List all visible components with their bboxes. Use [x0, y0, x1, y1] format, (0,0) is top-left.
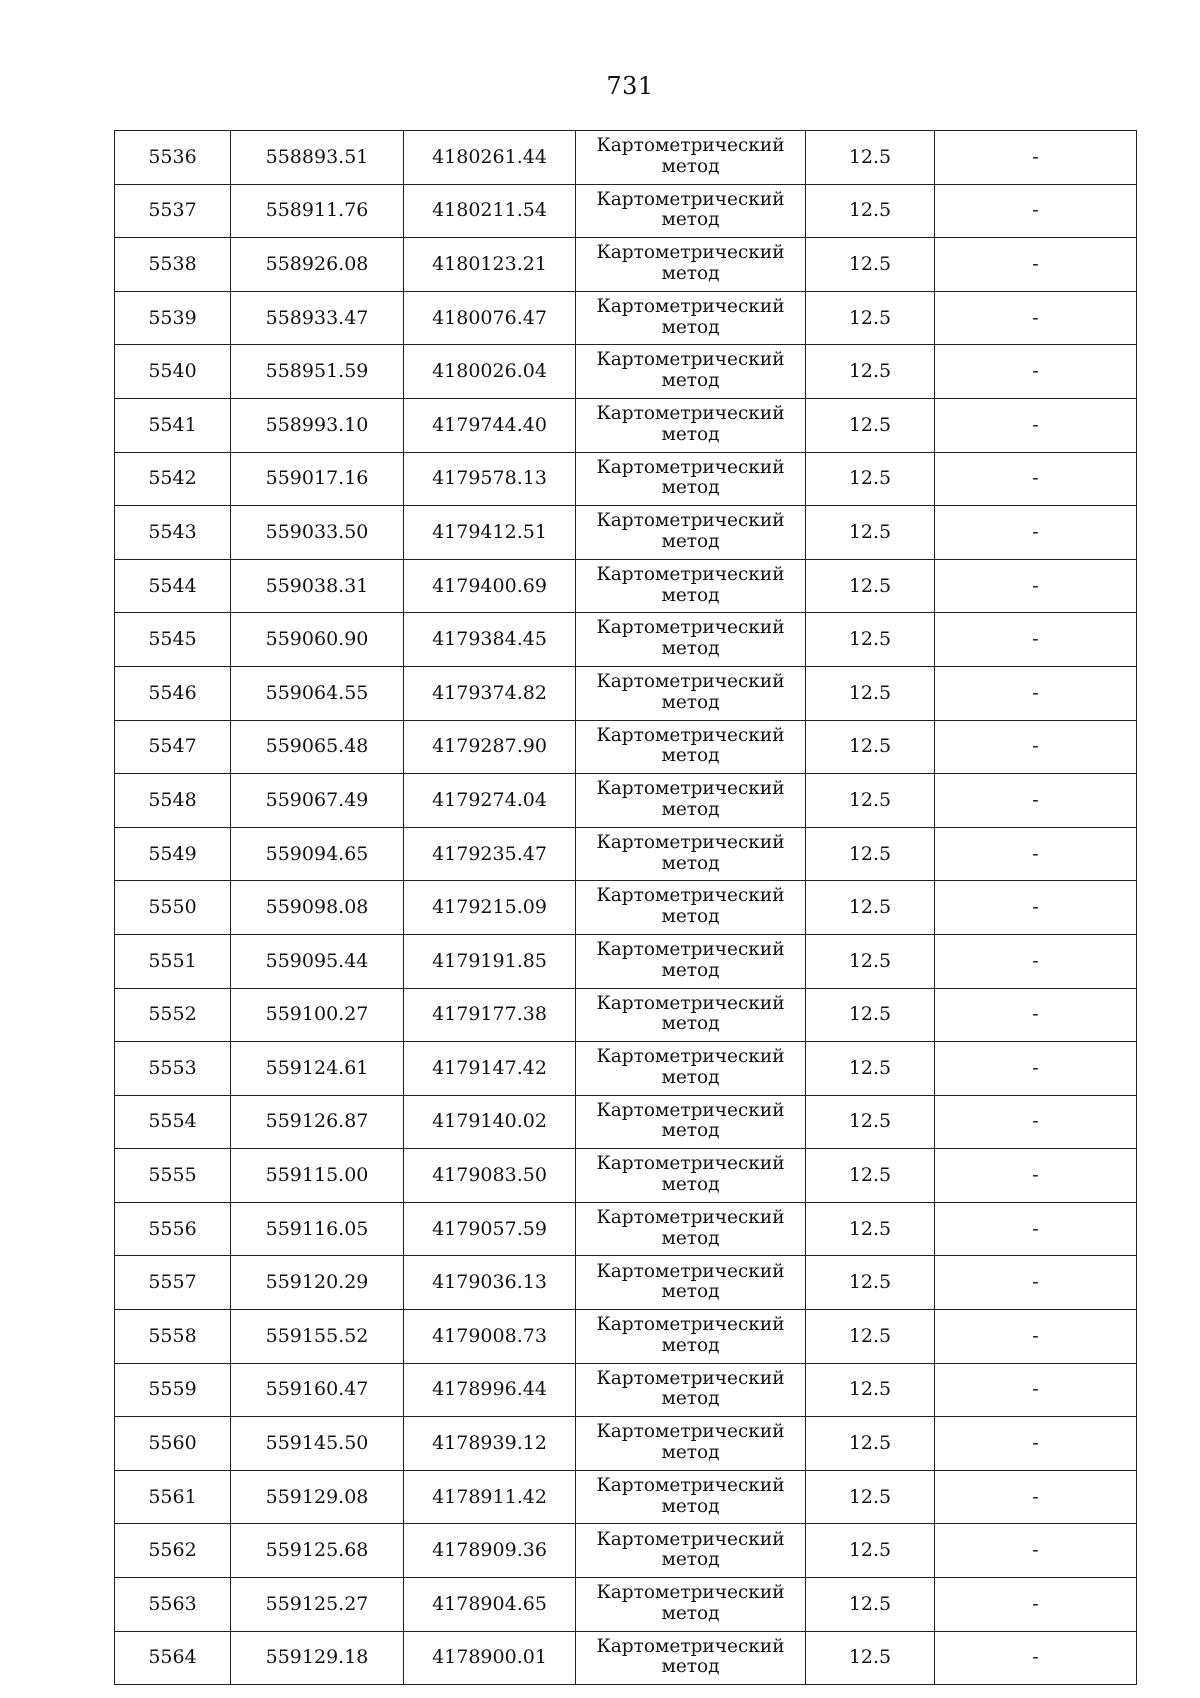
- x-coordinate-cell: 558951.59: [231, 345, 404, 399]
- accuracy-cell: 12.5: [806, 1470, 935, 1524]
- method-line-1: Картометрический: [596, 1046, 785, 1068]
- table-row: [115, 1310, 1137, 1364]
- point-number-cell: 5541: [115, 398, 231, 452]
- method-line-2: метод: [661, 1495, 720, 1517]
- point-number-cell: 5562: [115, 1524, 231, 1578]
- note-cell: -: [935, 345, 1137, 399]
- accuracy-cell: 12.5: [806, 988, 935, 1042]
- y-coordinate-cell: 4179057.59: [404, 1202, 576, 1256]
- y-coordinate-cell: 4179374.82: [404, 666, 576, 720]
- x-coordinate-cell: 559125.68: [231, 1524, 404, 1578]
- accuracy-cell: 12.5: [806, 613, 935, 667]
- point-number-cell: 5542: [115, 452, 231, 506]
- method-line-1: Картометрический: [596, 1528, 785, 1550]
- method-line-2: метод: [661, 316, 720, 338]
- method-cell: [576, 184, 806, 238]
- x-coordinate-cell: 558911.76: [231, 184, 404, 238]
- x-coordinate-cell: 559125.27: [231, 1578, 404, 1632]
- point-number-cell: 5557: [115, 1256, 231, 1310]
- y-coordinate-cell: 4179140.02: [404, 1095, 576, 1149]
- point-number-cell: 5564: [115, 1631, 231, 1685]
- table-row: [115, 506, 1137, 560]
- method-line-1: Картометрический: [596, 456, 785, 478]
- accuracy-cell: 12.5: [806, 1578, 935, 1632]
- table-row: [115, 613, 1137, 667]
- method-line-1: Картометрический: [596, 510, 785, 532]
- x-coordinate-cell: 559064.55: [231, 666, 404, 720]
- accuracy-cell: 12.5: [806, 774, 935, 828]
- y-coordinate-cell: 4179083.50: [404, 1149, 576, 1203]
- accuracy-cell: 12.5: [806, 131, 935, 185]
- method-cell: [576, 720, 806, 774]
- point-number-cell: 5553: [115, 1042, 231, 1096]
- accuracy-cell: 12.5: [806, 720, 935, 774]
- method-line-1: Картометрический: [596, 1635, 785, 1657]
- coordinates-table: [114, 130, 1137, 1685]
- method-line-2: метод: [661, 1227, 720, 1249]
- y-coordinate-cell: 4179400.69: [404, 559, 576, 613]
- note-cell: -: [935, 398, 1137, 452]
- note-cell: -: [935, 559, 1137, 613]
- x-coordinate-cell: 559095.44: [231, 934, 404, 988]
- note-cell: -: [935, 1202, 1137, 1256]
- table-row: [115, 1631, 1137, 1685]
- table-row: [115, 988, 1137, 1042]
- method-cell: [576, 1042, 806, 1096]
- table-row: [115, 345, 1137, 399]
- method-line-2: метод: [661, 1656, 720, 1678]
- y-coordinate-cell: 4180076.47: [404, 291, 576, 345]
- y-coordinate-cell: 4178939.12: [404, 1417, 576, 1471]
- method-cell: [576, 452, 806, 506]
- note-cell: -: [935, 774, 1137, 828]
- method-line-2: метод: [661, 1602, 720, 1624]
- table-body: [115, 131, 1137, 1685]
- y-coordinate-cell: 4178909.36: [404, 1524, 576, 1578]
- table-row: [115, 1256, 1137, 1310]
- x-coordinate-cell: 559067.49: [231, 774, 404, 828]
- accuracy-cell: 12.5: [806, 881, 935, 935]
- note-cell: -: [935, 1524, 1137, 1578]
- point-number-cell: 5540: [115, 345, 231, 399]
- table-row: [115, 238, 1137, 292]
- method-line-2: метод: [661, 1442, 720, 1464]
- point-number-cell: 5558: [115, 1310, 231, 1364]
- x-coordinate-cell: 558933.47: [231, 291, 404, 345]
- x-coordinate-cell: 559060.90: [231, 613, 404, 667]
- method-line-2: метод: [661, 477, 720, 499]
- table-row: [115, 184, 1137, 238]
- note-cell: -: [935, 131, 1137, 185]
- method-line-1: Картометрический: [596, 1474, 785, 1496]
- method-line-2: метод: [661, 370, 720, 392]
- method-cell: [576, 881, 806, 935]
- y-coordinate-cell: 4179235.47: [404, 827, 576, 881]
- table-row: [115, 559, 1137, 613]
- x-coordinate-cell: 559124.61: [231, 1042, 404, 1096]
- method-line-2: метод: [661, 1174, 720, 1196]
- table-row: [115, 1363, 1137, 1417]
- y-coordinate-cell: 4179036.13: [404, 1256, 576, 1310]
- point-number-cell: 5543: [115, 506, 231, 560]
- table-row: [115, 827, 1137, 881]
- method-line-1: Картометрический: [596, 1153, 785, 1175]
- method-line-2: метод: [661, 1120, 720, 1142]
- method-line-2: метод: [661, 691, 720, 713]
- y-coordinate-cell: 4180123.21: [404, 238, 576, 292]
- note-cell: -: [935, 1470, 1137, 1524]
- table-row: [115, 1417, 1137, 1471]
- method-line-1: Картометрический: [596, 1582, 785, 1604]
- method-line-1: Картометрический: [596, 1421, 785, 1443]
- note-cell: -: [935, 881, 1137, 935]
- y-coordinate-cell: 4178904.65: [404, 1578, 576, 1632]
- x-coordinate-cell: 559120.29: [231, 1256, 404, 1310]
- method-line-1: Картометрический: [596, 1314, 785, 1336]
- note-cell: -: [935, 1095, 1137, 1149]
- accuracy-cell: 12.5: [806, 1363, 935, 1417]
- note-cell: -: [935, 988, 1137, 1042]
- note-cell: -: [935, 1417, 1137, 1471]
- x-coordinate-cell: 559145.50: [231, 1417, 404, 1471]
- x-coordinate-cell: 559098.08: [231, 881, 404, 935]
- method-line-1: Картометрический: [596, 1099, 785, 1121]
- note-cell: -: [935, 184, 1137, 238]
- method-line-1: Картометрический: [596, 778, 785, 800]
- accuracy-cell: 12.5: [806, 184, 935, 238]
- x-coordinate-cell: 558893.51: [231, 131, 404, 185]
- x-coordinate-cell: 559100.27: [231, 988, 404, 1042]
- method-line-1: Картометрический: [596, 188, 785, 210]
- y-coordinate-cell: 4178996.44: [404, 1363, 576, 1417]
- table-row: [115, 934, 1137, 988]
- table-row: [115, 774, 1137, 828]
- method-line-2: метод: [661, 745, 720, 767]
- note-cell: -: [935, 827, 1137, 881]
- method-line-1: Картометрический: [596, 671, 785, 693]
- method-line-2: метод: [661, 584, 720, 606]
- note-cell: -: [935, 452, 1137, 506]
- method-cell: [576, 934, 806, 988]
- accuracy-cell: 12.5: [806, 1042, 935, 1096]
- y-coordinate-cell: 4179412.51: [404, 506, 576, 560]
- method-cell: [576, 666, 806, 720]
- x-coordinate-cell: 558926.08: [231, 238, 404, 292]
- y-coordinate-cell: 4179191.85: [404, 934, 576, 988]
- accuracy-cell: 12.5: [806, 452, 935, 506]
- method-line-2: метод: [661, 959, 720, 981]
- point-number-cell: 5548: [115, 774, 231, 828]
- point-number-cell: 5544: [115, 559, 231, 613]
- method-line-2: метод: [661, 798, 720, 820]
- note-cell: -: [935, 613, 1137, 667]
- accuracy-cell: 12.5: [806, 1149, 935, 1203]
- method-cell: [576, 506, 806, 560]
- method-cell: [576, 398, 806, 452]
- point-number-cell: 5560: [115, 1417, 231, 1471]
- point-number-cell: 5550: [115, 881, 231, 935]
- point-number-cell: 5552: [115, 988, 231, 1042]
- method-cell: [576, 1363, 806, 1417]
- y-coordinate-cell: 4179274.04: [404, 774, 576, 828]
- point-number-cell: 5556: [115, 1202, 231, 1256]
- method-line-1: Картометрический: [596, 135, 785, 157]
- accuracy-cell: 12.5: [806, 1256, 935, 1310]
- point-number-cell: 5547: [115, 720, 231, 774]
- accuracy-cell: 12.5: [806, 398, 935, 452]
- method-cell: [576, 1631, 806, 1685]
- method-cell: [576, 1310, 806, 1364]
- method-line-1: Картометрический: [596, 349, 785, 371]
- method-line-1: Картометрический: [596, 1206, 785, 1228]
- x-coordinate-cell: 559116.05: [231, 1202, 404, 1256]
- accuracy-cell: 12.5: [806, 1310, 935, 1364]
- y-coordinate-cell: 4179215.09: [404, 881, 576, 935]
- method-line-2: метод: [661, 155, 720, 177]
- y-coordinate-cell: 4180211.54: [404, 184, 576, 238]
- accuracy-cell: 12.5: [806, 1631, 935, 1685]
- method-line-1: Картометрический: [596, 403, 785, 425]
- x-coordinate-cell: 559017.16: [231, 452, 404, 506]
- method-line-1: Картометрический: [596, 242, 785, 264]
- point-number-cell: 5537: [115, 184, 231, 238]
- x-coordinate-cell: 559126.87: [231, 1095, 404, 1149]
- point-number-cell: 5545: [115, 613, 231, 667]
- method-line-1: Картометрический: [596, 885, 785, 907]
- note-cell: -: [935, 1310, 1137, 1364]
- method-line-2: метод: [661, 1388, 720, 1410]
- method-line-1: Картометрический: [596, 831, 785, 853]
- point-number-cell: 5549: [115, 827, 231, 881]
- method-cell: [576, 291, 806, 345]
- point-number-cell: 5555: [115, 1149, 231, 1203]
- x-coordinate-cell: 559129.18: [231, 1631, 404, 1685]
- method-line-2: метод: [661, 906, 720, 928]
- table-row: [115, 1095, 1137, 1149]
- method-line-2: метод: [661, 530, 720, 552]
- accuracy-cell: 12.5: [806, 1202, 935, 1256]
- point-number-cell: 5551: [115, 934, 231, 988]
- y-coordinate-cell: 4179744.40: [404, 398, 576, 452]
- point-number-cell: 5536: [115, 131, 231, 185]
- note-cell: -: [935, 1578, 1137, 1632]
- accuracy-cell: 12.5: [806, 291, 935, 345]
- method-cell: [576, 827, 806, 881]
- method-cell: [576, 131, 806, 185]
- method-line-2: метод: [661, 638, 720, 660]
- method-line-2: метод: [661, 1066, 720, 1088]
- point-number-cell: 5563: [115, 1578, 231, 1632]
- table-row: [115, 720, 1137, 774]
- point-number-cell: 5561: [115, 1470, 231, 1524]
- accuracy-cell: 12.5: [806, 238, 935, 292]
- note-cell: -: [935, 1256, 1137, 1310]
- accuracy-cell: 12.5: [806, 666, 935, 720]
- table-row: [115, 398, 1137, 452]
- x-coordinate-cell: 559115.00: [231, 1149, 404, 1203]
- note-cell: -: [935, 506, 1137, 560]
- method-line-2: метод: [661, 1549, 720, 1571]
- method-cell: [576, 1578, 806, 1632]
- y-coordinate-cell: 4179287.90: [404, 720, 576, 774]
- point-number-cell: 5539: [115, 291, 231, 345]
- method-line-1: Картометрический: [596, 938, 785, 960]
- y-coordinate-cell: 4178911.42: [404, 1470, 576, 1524]
- x-coordinate-cell: 559129.08: [231, 1470, 404, 1524]
- table-row: [115, 291, 1137, 345]
- note-cell: -: [935, 1149, 1137, 1203]
- method-line-1: Картометрический: [596, 724, 785, 746]
- method-cell: [576, 1256, 806, 1310]
- method-line-1: Картометрический: [596, 617, 785, 639]
- table-row: [115, 1202, 1137, 1256]
- note-cell: -: [935, 291, 1137, 345]
- point-number-cell: 5554: [115, 1095, 231, 1149]
- accuracy-cell: 12.5: [806, 827, 935, 881]
- page-number: 731: [606, 72, 654, 100]
- accuracy-cell: 12.5: [806, 1095, 935, 1149]
- method-cell: [576, 774, 806, 828]
- y-coordinate-cell: 4179177.38: [404, 988, 576, 1042]
- table-row: [115, 1524, 1137, 1578]
- accuracy-cell: 12.5: [806, 506, 935, 560]
- method-cell: [576, 1095, 806, 1149]
- accuracy-cell: 12.5: [806, 1524, 935, 1578]
- method-cell: [576, 1149, 806, 1203]
- note-cell: -: [935, 1363, 1137, 1417]
- point-number-cell: 5546: [115, 666, 231, 720]
- note-cell: -: [935, 934, 1137, 988]
- y-coordinate-cell: 4180261.44: [404, 131, 576, 185]
- y-coordinate-cell: 4180026.04: [404, 345, 576, 399]
- method-line-2: метод: [661, 209, 720, 231]
- method-cell: [576, 1470, 806, 1524]
- method-line-1: Картометрический: [596, 1367, 785, 1389]
- method-line-1: Картометрический: [596, 563, 785, 585]
- point-number-cell: 5538: [115, 238, 231, 292]
- method-cell: [576, 1202, 806, 1256]
- x-coordinate-cell: 558993.10: [231, 398, 404, 452]
- table-row: [115, 1149, 1137, 1203]
- method-line-1: Картометрический: [596, 1260, 785, 1282]
- method-line-2: метод: [661, 1013, 720, 1035]
- method-cell: [576, 345, 806, 399]
- method-cell: [576, 559, 806, 613]
- method-line-1: Картометрический: [596, 992, 785, 1014]
- method-cell: [576, 1524, 806, 1578]
- table-row: [115, 1042, 1137, 1096]
- method-cell: [576, 988, 806, 1042]
- method-line-1: Картометрический: [596, 295, 785, 317]
- x-coordinate-cell: 559033.50: [231, 506, 404, 560]
- accuracy-cell: 12.5: [806, 1417, 935, 1471]
- table-row: [115, 131, 1137, 185]
- method-line-2: метод: [661, 423, 720, 445]
- point-number-cell: 5559: [115, 1363, 231, 1417]
- y-coordinate-cell: 4179578.13: [404, 452, 576, 506]
- x-coordinate-cell: 559155.52: [231, 1310, 404, 1364]
- method-line-2: метод: [661, 852, 720, 874]
- accuracy-cell: 12.5: [806, 934, 935, 988]
- table-row: [115, 1578, 1137, 1632]
- note-cell: -: [935, 1631, 1137, 1685]
- x-coordinate-cell: 559065.48: [231, 720, 404, 774]
- x-coordinate-cell: 559160.47: [231, 1363, 404, 1417]
- y-coordinate-cell: 4179008.73: [404, 1310, 576, 1364]
- table-row: [115, 881, 1137, 935]
- note-cell: -: [935, 720, 1137, 774]
- table-row: [115, 1470, 1137, 1524]
- method-line-2: метод: [661, 1334, 720, 1356]
- accuracy-cell: 12.5: [806, 559, 935, 613]
- x-coordinate-cell: 559094.65: [231, 827, 404, 881]
- y-coordinate-cell: 4179147.42: [404, 1042, 576, 1096]
- accuracy-cell: 12.5: [806, 345, 935, 399]
- x-coordinate-cell: 559038.31: [231, 559, 404, 613]
- y-coordinate-cell: 4178900.01: [404, 1631, 576, 1685]
- method-line-2: метод: [661, 262, 720, 284]
- note-cell: -: [935, 1042, 1137, 1096]
- method-line-2: метод: [661, 1281, 720, 1303]
- method-cell: [576, 1417, 806, 1471]
- y-coordinate-cell: 4179384.45: [404, 613, 576, 667]
- method-cell: [576, 238, 806, 292]
- table-row: [115, 666, 1137, 720]
- method-cell: [576, 613, 806, 667]
- note-cell: -: [935, 666, 1137, 720]
- note-cell: -: [935, 238, 1137, 292]
- table-row: [115, 452, 1137, 506]
